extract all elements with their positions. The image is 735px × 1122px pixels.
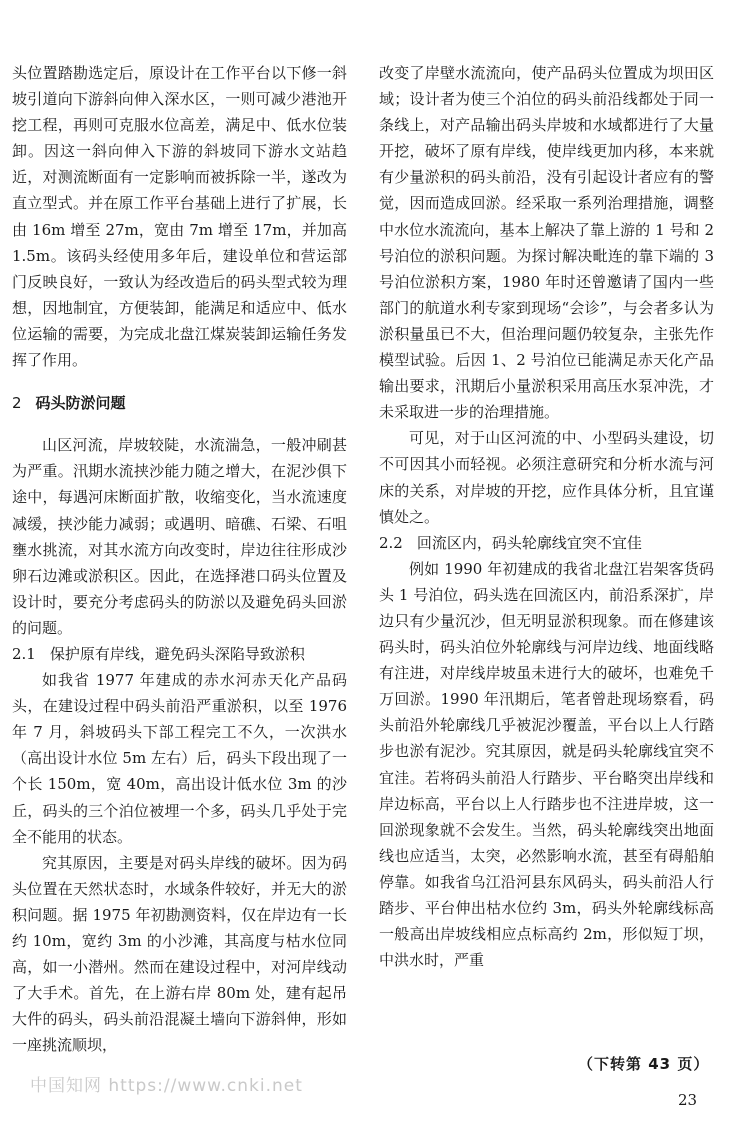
- section-number: 2: [12, 394, 22, 413]
- continued-note: （下转第 43 页）: [578, 1055, 710, 1073]
- body-paragraph: 例如 1990 年初建成的我省北盘江岩架客货码头 1 号泊位，码头选在回流区内，前沿系深扩，岸边只有少量沉沙，但无明显淤积现象。而在修建该码头时，码头泊位外轮廓线与河岸边线、地面线略有注进，对岸线岸坡虽未进行大的破坏，也难免千万回淤。1990 年汛期后，笔者曾赴现场察看，码头前沿外轮廓线几乎被泥沙覆盖，平台以上人行踏步也淤有泥沙。究其原因，就是码头轮廓线宜突不宜洼。若将码头前沿人行踏步、平台略突出岸线和岸边标高，平台以上人行踏步也不注进岸坡，这一回淤现象就不会发生。当然，码头轮廓线突出地面线也应适当，太突，必然影响水流，甚至有碍船舶停靠。如我省乌江沿河县东风码头，码头前沿人行踏步、平台伸出枯水位约 3m，码头外轮廓线标高一般高出岸坡线相应点标高约 2m，形似短丁坝，中洪水时，严重: [379, 559, 714, 970]
- body-paragraph: 可见，对于山区河流的中、小型码头建设，切不可因其小而轻视。必须注意研究和分析水流与河床的关系，对岸坡的开挖，应作具体分析，且宜谨慎处之。: [379, 429, 714, 526]
- watermark: 中国知网 https://www.cnki.net: [30, 1076, 303, 1096]
- section-heading: [12, 390, 347, 416]
- subsection-title: 回流区内，码头轮廓线宜突不宜佳: [416, 533, 642, 552]
- subsection-heading: [12, 641, 347, 667]
- body-paragraph: 头位置踏勘选定后，原设计在工作平台以下修一斜坡引道向下游斜向伸入深水区，一则可减少港池开挖工程，再则可克服水位高差，满足中、低水位装卸。因这一斜向伸入下游的斜坡同下游水文站趋近，对测流断面有一定影响而被拆除一半，遂改为直立型式。并在原工作平台基础上进行了扩展，长由 16m 增至 27m，宽由 7m 增至 17m，并加高 1.5m。该码头经使用多年后，建设单位和营运部门反映良好，一致认为经改造后的码头型式较为理想，因地制宜，方便装卸，能满足和适应中、低水位运输的需要，为完成北盘江煤炭装卸运输任务发挥了作用。: [12, 64, 347, 370]
- page-number: 23: [678, 1091, 698, 1109]
- subsection-heading: [379, 530, 714, 556]
- body-paragraph: 改变了岸壁水流流向，使产品码头位置成为坝田区域；设计者为使三个泊位的码头前沿线都处于同一条线上，对产品输出码头岸坡和水域都进行了大量开挖，破坏了原有岸线，使岸线更加内移，本来就有少量淤积的码头前沿，没有引起设计者应有的警觉，因而造成回淤。经采取一系列治理措施，调整中水位水流流向，基本上解决了靠上游的 1 号和 2 号泊位的淤积问题。为探讨解决毗连的靠下端的 3 号泊位淤积方案，1980 年时还曾邀请了国内一些部门的航道水利专家到现场“会诊”，与会者多认为淤积量虽已不大，但治理问题仍较复杂，主张先作模型试验。后因 1、2 号泊位已能满足赤天化产品输出要求，汛期后小量淤积采用高压水泵冲洗，才未采取进一步的治理措施。: [379, 64, 714, 422]
- subsection-number: 2.1: [12, 644, 36, 663]
- body-paragraph: 山区河流，岸坡较陡，水流湍急，一般冲刷甚为严重。汛期水流挟沙能力随之增大，在泥沙俱下途中，每遇河床断面扩散，收缩变化，当水流速度减缓，挟沙能力减弱；或遇明、暗礁、石梁、石咀壅水挑流，对其水流方向改变时，岸边往往形成沙卵石边滩或淤积区。因此，在选择港口码头位置及设计时，要充分考虑码头的防淤以及避免码头回淤的问题。: [12, 436, 347, 637]
- section-title: 码头防淤问题: [35, 394, 126, 413]
- body-paragraph: 如我省 1977 年建成的赤水河赤天化产品码头，在建设过程中码头前沿严重淤积，以至 1976 年 7 月，斜坡码头下部工程完工不久，一次洪水（高出设计水位 5m 左右）后，码头下段出现了一个长 150m，宽 40m，高出设计低水位 3m 的沙丘，码头的三个泊位被埋一个多，码头几乎处于完全不能用的状态。: [12, 671, 347, 846]
- right-column: [379, 60, 714, 973]
- subsection-title: 保护原有岸线，避免码头深陷导致淤积: [49, 644, 305, 663]
- body-paragraph: 究其原因，主要是对码头岸线的破坏。因为码头位置在天然状态时，水域条件较好，并无大的淤积问题。据 1975 年初勘测资料，仅在岸边有一长约 10m，宽约 3m 的小沙滩，其高度与枯水位同高，如一小潜州。然而在建设过程中，对河岸线动了大手术。首先，在上游右岸 80m 处，建有起吊大件的码头，码头前沿混凝土墙向下游斜伸，形如一座挑流顺坝，: [12, 853, 347, 1055]
- subsection-number: 2.2: [379, 533, 403, 552]
- left-column: [12, 60, 347, 1058]
